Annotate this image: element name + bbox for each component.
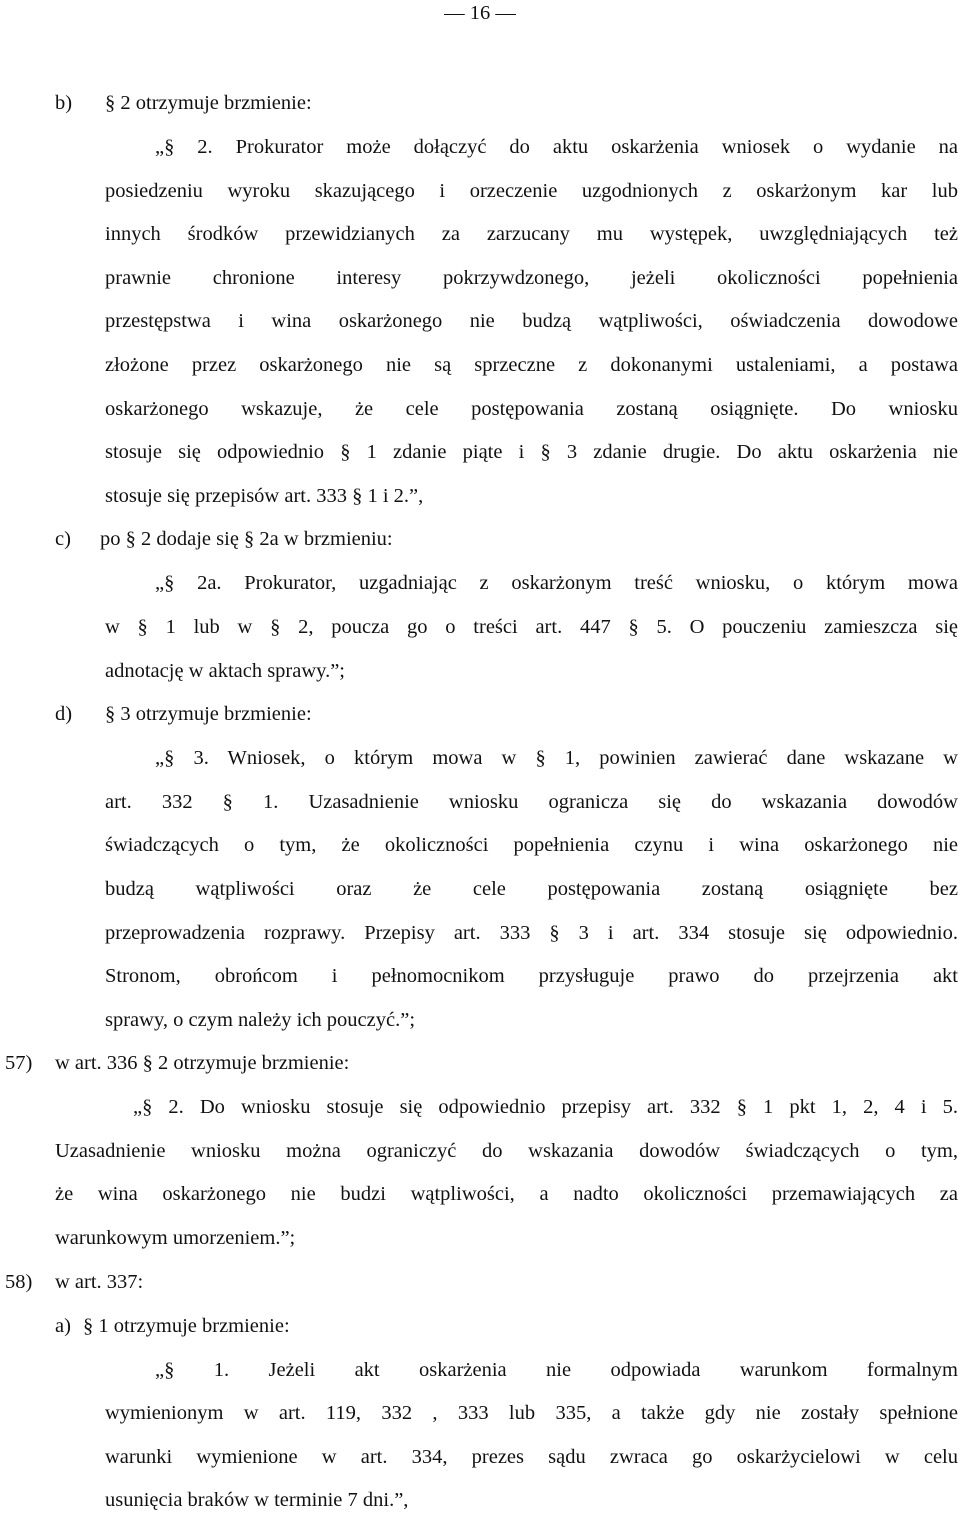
- text-line: oskarżonego wskazuje, że cele postępowania zostaną osiągnięte. Do wniosku: [105, 397, 958, 420]
- text-line: przestępstwa i wina oskarżonego nie budzą wątpliwości, oświadczenia dowodowe: [105, 310, 958, 333]
- point-b: [0, 82, 960, 126]
- text-line: stosuje się przepisów art. 333 § 1 i 2.”,: [105, 484, 424, 507]
- text-line: sprawy, o czym należy ich pouczyć.”;: [105, 1008, 416, 1031]
- text-line: że wina oskarżonego nie budzi wątpliwości, a nadto okoliczności przemawiających za: [55, 1183, 958, 1206]
- point-label: c): [55, 528, 71, 551]
- text-line: adnotację w aktach sprawy.”;: [105, 659, 346, 682]
- point-label: b): [55, 92, 73, 114]
- point-a: [0, 1305, 960, 1349]
- point-text: § 1 otrzymuje brzmienie:: [83, 1314, 290, 1337]
- quoted-paragraph: [105, 1349, 958, 1523]
- text-line: „§ 2. Do wniosku stosuje się odpowiednio przepisy art. 332 § 1 pkt 1, 2, 4 i 5.: [133, 1096, 958, 1119]
- point-label: 58): [5, 1270, 33, 1293]
- point-d: [0, 693, 960, 737]
- text-line: złożone przez oskarżonego nie są sprzeczne z dokonanymi ustaleniami, a postawa: [105, 353, 958, 376]
- text-line: Uzasadnienie wniosku można ograniczyć do wskazania dowodów świadczących o tym,: [55, 1139, 958, 1162]
- text-line: przeprowadzenia rozprawy. Przepisy art. 333 § 3 i art. 334 stosuje się odpowiednio.: [105, 921, 958, 944]
- point-c: [0, 518, 960, 562]
- text-line: Stronom, obrońcom i pełnomocnikom przysługuje prawo do przejrzenia akt: [105, 965, 958, 988]
- text-line: art. 332 § 1. Uzasadnienie wniosku ogranicza się do wskazania dowodów: [105, 790, 958, 813]
- text-line: w § 1 lub w § 2, poucza go o treści art. 447 § 5. O pouczeniu zamieszcza się: [105, 615, 958, 638]
- point-label: a): [55, 1314, 71, 1337]
- quoted-paragraph: [105, 737, 958, 1042]
- text-line: prawnie chronione interesy pokrzywdzonego, jeżeli okoliczności popełnienia: [105, 266, 958, 289]
- text-line: „§ 1. Jeżeli akt oskarżenia nie odpowiada warunkom formalnym: [155, 1358, 958, 1381]
- quoted-paragraph: [105, 126, 958, 518]
- point-text: po § 2 dodaje się § 2a w brzmieniu:: [100, 528, 393, 551]
- text-line: warunki wymienione w art. 334, prezes sądu zwraca go oskarżycielowi w celu: [105, 1445, 958, 1468]
- page-number: — 16 —: [444, 2, 516, 24]
- text-line: warunkowym umorzeniem.”;: [55, 1227, 296, 1250]
- point-text: § 2 otrzymuje brzmienie:: [105, 92, 312, 114]
- point-text: w art. 337:: [55, 1270, 144, 1293]
- text-line: innych środków przewidzianych za zarzucany mu występek, uwzględniających też: [105, 223, 958, 246]
- point-label: d): [55, 703, 73, 726]
- point-57: [0, 1042, 960, 1086]
- text-line: „§ 2a. Prokurator, uzgadniając z oskarżonym treść wniosku, o którym mowa: [155, 572, 958, 595]
- quoted-paragraph: [55, 1086, 958, 1260]
- text-line: wymienionym w art. 119, 332 , 333 lub 335, a także gdy nie zostały spełnione: [105, 1402, 958, 1425]
- point-text: w art. 336 § 2 otrzymuje brzmienie:: [55, 1052, 350, 1075]
- text-line: „§ 3. Wniosek, o którym mowa w § 1, powinien zawierać dane wskazane w: [155, 747, 958, 770]
- point-text: § 3 otrzymuje brzmienie:: [105, 703, 312, 726]
- text-line: posiedzeniu wyroku skazującego i orzeczenie uzgodnionych z oskarżonym kar lub: [105, 179, 958, 202]
- document-body: [0, 82, 960, 1523]
- text-line: usunięcia braków w terminie 7 dni.”,: [105, 1489, 409, 1512]
- quoted-paragraph: [105, 562, 958, 693]
- text-line: „§ 2. Prokurator może dołączyć do aktu oskarżenia wniosek o wydanie na: [155, 136, 958, 158]
- point-58: [0, 1261, 960, 1305]
- text-line: budzą wątpliwości oraz że cele postępowania zostaną osiągnięte bez: [105, 877, 958, 900]
- text-line: świadczących o tym, że okoliczności popełnienia czynu i wina oskarżonego nie: [105, 834, 958, 857]
- point-label: 57): [5, 1052, 33, 1075]
- text-line: stosuje się odpowiednio § 1 zdanie piąte i § 3 zdanie drugie. Do aktu oskarżenia nie: [105, 441, 958, 464]
